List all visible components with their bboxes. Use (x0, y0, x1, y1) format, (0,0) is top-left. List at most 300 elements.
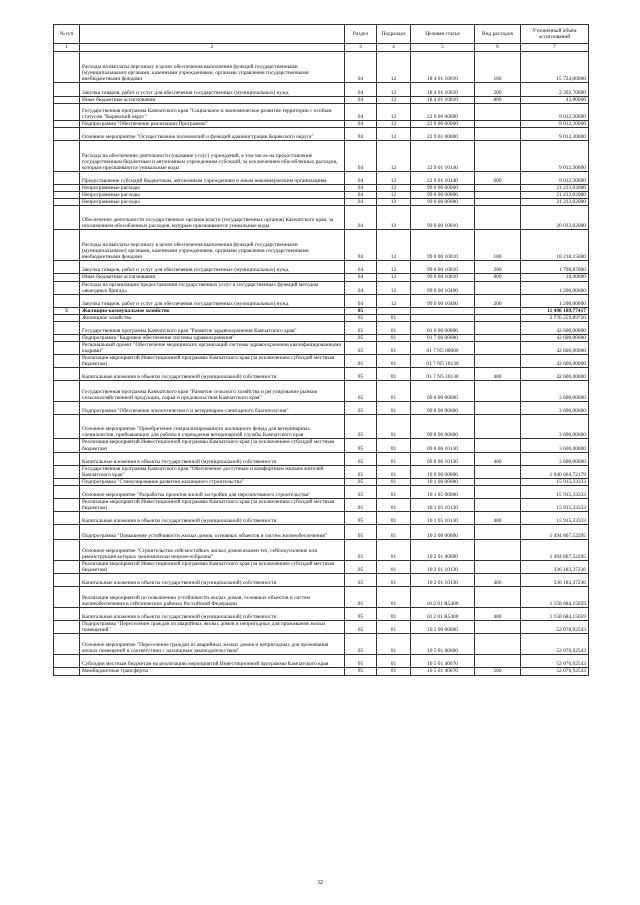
row-expense-type (475, 355, 521, 368)
row-expense-type: 200 (475, 294, 521, 307)
header-subsection: Подраздел (377, 25, 411, 44)
row-target-article: 99 0 00 10010 (411, 261, 475, 274)
row-amount: 1 158 684,15059 (521, 587, 589, 608)
row-section: 04 (345, 172, 377, 185)
row-name: Реализация мероприятий Инвестиционной программы Камчатского края (за исключением субсидий местным бюджетам) (80, 561, 345, 574)
row-amount: 42 600,00000 (521, 342, 589, 355)
row-number (54, 368, 80, 381)
row-section: 04 (345, 97, 377, 104)
row-target-article (411, 307, 475, 314)
row-target-article: 10 2 01 R5400 (411, 608, 475, 621)
row-amount: 15 915,33333 (521, 478, 589, 485)
row-subsection: 01 (377, 321, 411, 334)
row-section: 05 (345, 439, 377, 452)
row-amount: 18,00000 (521, 274, 589, 281)
row-subsection: 01 (377, 668, 411, 675)
row-target-article: 18 4 01 10010 (411, 83, 475, 97)
row-number (54, 141, 80, 172)
row-number (54, 439, 80, 452)
row-target-article: 99 0 00 10400 (411, 294, 475, 307)
row-number (54, 381, 80, 402)
row-target-article: 09 8 00 00000 (411, 402, 475, 415)
row-amount: 52 076,92543 (521, 621, 589, 634)
row-expense-type (475, 621, 521, 634)
row-subsection: 12 (377, 274, 411, 281)
row-target-article: 22 9 00 00000 (411, 121, 475, 128)
row-subsection (377, 307, 411, 314)
row-name: Государственная программа Камчатского края "Развитие сельского хозяйства и регулирование рынков сельскохозяйственной продукции, сырья и продовольствия Камчатского края" (80, 381, 345, 402)
row-amount: 2 392,70000 (521, 83, 589, 97)
row-expense-type (475, 498, 521, 511)
row-name: Закупка товаров, работ и услуг для обеспечения государственных (муниципальных) нужд (80, 83, 345, 97)
row-section: 04 (345, 199, 377, 206)
row-name: Подпрограмма "Переселение граждан из аварийных жилых домов и непригодных для проживания жилых помещений" (80, 621, 345, 634)
row-amount: 2 776 559,89720 (521, 314, 589, 321)
table-row (54, 314, 589, 321)
row-amount: 21 233,02000 (521, 192, 589, 199)
row-target-article: 10 2 00 00000 (411, 525, 475, 540)
table-row (54, 199, 589, 206)
table-row (54, 192, 589, 199)
row-section: 05 (345, 355, 377, 368)
row-number (54, 415, 80, 439)
row-number (54, 452, 80, 465)
row-number (54, 485, 80, 498)
row-subsection: 01 (377, 512, 411, 525)
row-subsection: 01 (377, 465, 411, 478)
row-subsection: 12 (377, 199, 411, 206)
row-section: 05 (345, 512, 377, 525)
row-subsection: 01 (377, 452, 411, 465)
header-expense-type: Вид расходов (475, 25, 521, 44)
row-section: 04 (345, 128, 377, 141)
row-expense-type (475, 561, 521, 574)
row-amount: 15 915,33333 (521, 485, 589, 498)
row-section: 04 (345, 121, 377, 128)
row-number (54, 121, 80, 128)
row-subsection: 01 (377, 587, 411, 608)
table-row (54, 230, 589, 261)
row-number (54, 561, 80, 574)
row-expense-type: 100 (475, 52, 521, 83)
row-target-article: 99 0 00 10010 (411, 274, 475, 281)
row-number (54, 334, 80, 341)
row-subsection: 01 (377, 381, 411, 402)
row-expense-type: 600 (475, 172, 521, 185)
row-subsection: 12 (377, 97, 411, 104)
row-section: 05 (345, 561, 377, 574)
row-name: Региональный проект "Обеспечение медицинских организаций системы здравоохранения квалифицированными кадрами" (80, 342, 345, 355)
table-row (54, 525, 589, 540)
row-amount: 52 076,92543 (521, 668, 589, 675)
row-target-article: 10 1 05 10130 (411, 512, 475, 525)
row-subsection: 12 (377, 104, 411, 121)
row-section: 05 (345, 368, 377, 381)
row-target-article: 22 9 01 00000 (411, 128, 475, 141)
index-cell: 6 (475, 44, 521, 52)
row-subsection: 01 (377, 634, 411, 655)
table-row (54, 381, 589, 402)
row-target-article: 01 7 00 00000 (411, 334, 475, 341)
row-subsection: 01 (377, 478, 411, 485)
row-amount: 9 012,30000 (521, 104, 589, 121)
row-subsection: 12 (377, 121, 411, 128)
row-target-article: 99 0 00 00000 (411, 185, 475, 192)
row-target-article: 10 2 01 00000 (411, 540, 475, 561)
table-row (54, 478, 589, 485)
row-target-article: 22 9 01 10140 (411, 141, 475, 172)
row-target-article: 22 0 00 00000 (411, 104, 475, 121)
row-number (54, 230, 80, 261)
row-subsection: 01 (377, 334, 411, 341)
row-name: Основное мероприятие "Строительство сейсмостойких жилых домов взамен тех, сейсмоусиление или реконструкция которых экономически нецелесообразны" (80, 540, 345, 561)
row-name: Подпрограмма "Кадровое обеспечение системы здравоохранения" (80, 334, 345, 341)
table-row (54, 561, 589, 574)
row-subsection: 12 (377, 52, 411, 83)
row-number (54, 206, 80, 230)
row-number (54, 321, 80, 334)
row-name: Капитальные вложения в объекты государственной (муниципальной) собственности (80, 512, 345, 525)
row-section: 05 (345, 608, 377, 621)
row-name: Капитальные вложения в объекты государственной (муниципальной) собственности (80, 608, 345, 621)
row-target-article: 10 5 01 40070 (411, 655, 475, 668)
row-section: 04 (345, 230, 377, 261)
table-row (54, 104, 589, 121)
row-amount: 3 600,00000 (521, 439, 589, 452)
row-subsection: 01 (377, 314, 411, 321)
row-expense-type: 400 (475, 608, 521, 621)
row-amount: 42 600,00000 (521, 334, 589, 341)
table-row (54, 206, 589, 230)
row-name: Жилищно-коммунальное хозяйство (80, 307, 345, 314)
row-expense-type (475, 141, 521, 172)
table-row (54, 261, 589, 274)
row-section: 04 (345, 206, 377, 230)
row-subsection: 12 (377, 192, 411, 199)
row-target-article: 99 0 00 10400 (411, 281, 475, 294)
row-expense-type (475, 192, 521, 199)
row-expense-type (475, 465, 521, 478)
row-amount: 52 076,92543 (521, 634, 589, 655)
row-section: 04 (345, 104, 377, 121)
row-target-article: 10 0 00 00000 (411, 465, 475, 478)
row-name: Реализация мероприятий Инвестиционной программы Камчатского края (за исключением субсидий местным бюджетам) (80, 439, 345, 452)
row-target-article: 09 8 06 10130 (411, 452, 475, 465)
table-row (54, 668, 589, 675)
row-name: Реализация мероприятий по повышению устойчивости жилых домов, основных объектов и систем жизнеобеспечения в сейсмических районах Российской Федерации (80, 587, 345, 608)
row-amount: 9 012,30000 (521, 121, 589, 128)
row-subsection: 01 (377, 368, 411, 381)
row-amount: 15 915,33333 (521, 512, 589, 525)
row-number (54, 83, 80, 97)
row-name: Непрограммные расходы (80, 185, 345, 192)
row-amount: 3 600,00000 (521, 452, 589, 465)
row-number (54, 185, 80, 192)
row-expense-type (475, 540, 521, 561)
row-target-article: 01 7 N5 10130 (411, 355, 475, 368)
row-target-article: 01 0 00 00000 (411, 321, 475, 334)
table-row (54, 294, 589, 307)
table-row (54, 334, 589, 341)
table-row (54, 172, 589, 185)
row-section: 05 (345, 342, 377, 355)
table-row (54, 355, 589, 368)
row-target-article: 10 1 05 10130 (411, 498, 475, 511)
row-subsection: 12 (377, 261, 411, 274)
row-amount: 11 498 189,77417 (521, 307, 589, 314)
row-expense-type (475, 314, 521, 321)
row-section: 05 (345, 498, 377, 511)
row-number (54, 634, 80, 655)
row-target-article: 09 8 06 00000 (411, 415, 475, 439)
table-row (54, 498, 589, 511)
row-amount: 1 494 867,52295 (521, 525, 589, 540)
row-name: Реализация мероприятий Инвестиционной программы Камчатского края (за исключением субсидий местным бюджетам) (80, 355, 345, 368)
row-expense-type (475, 485, 521, 498)
row-target-article: 10 5 00 00000 (411, 621, 475, 634)
row-name: Подпрограмма "Стимулирование развития жилищного строительства" (80, 478, 345, 485)
table-row (54, 655, 589, 668)
row-number (54, 192, 80, 199)
row-number (54, 608, 80, 621)
table-row (54, 342, 589, 355)
table-row (54, 141, 589, 172)
row-number (54, 355, 80, 368)
row-subsection: 01 (377, 561, 411, 574)
row-expense-type (475, 381, 521, 402)
row-amount: 43,00000 (521, 97, 589, 104)
row-expense-type (475, 415, 521, 439)
row-subsection: 01 (377, 621, 411, 634)
row-expense-type (475, 402, 521, 415)
row-number (54, 478, 80, 485)
row-number (54, 342, 80, 355)
table-row (54, 128, 589, 141)
row-target-article: 10 5 01 00000 (411, 634, 475, 655)
row-amount: 336 183,37236 (521, 561, 589, 574)
row-amount: 1 158 684,15059 (521, 608, 589, 621)
row-number (54, 668, 80, 675)
row-section: 05 (345, 574, 377, 587)
table-row (54, 512, 589, 525)
row-number (54, 52, 80, 83)
row-section: 04 (345, 274, 377, 281)
table-row (54, 402, 589, 415)
row-section: 04 (345, 192, 377, 199)
row-name: Расходы на выплаты персоналу в целях обеспечения выполнения функций государственными (муниципальными) органами, казенными учреждениями, органами управления государственными внебюджетными фондами (80, 230, 345, 261)
row-subsection: 01 (377, 342, 411, 355)
row-target-article: 22 9 01 10140 (411, 172, 475, 185)
row-name: Иные бюджетные ассигнования (80, 274, 345, 281)
row-amount: 42 600,00000 (521, 368, 589, 381)
row-target-article (411, 314, 475, 321)
row-name: Основное мероприятие "Приобретение специализированного жилищного фонда для ветеринарных специалистов, прибывающих для работы в учреждения ветеринарной службы Камчатского края (80, 415, 345, 439)
row-number (54, 655, 80, 668)
row-number (54, 498, 80, 511)
row-section: 05 (345, 485, 377, 498)
row-expense-type (475, 281, 521, 294)
table-row (54, 83, 589, 97)
row-amount: 18 218,15000 (521, 230, 589, 261)
row-amount: 9 012,30000 (521, 141, 589, 172)
row-number (54, 512, 80, 525)
row-target-article: 10 2 01 10130 (411, 561, 475, 574)
row-section: 04 (345, 185, 377, 192)
row-amount: 21 233,02000 (521, 199, 589, 206)
row-target-article: 99 0 00 10010 (411, 206, 475, 230)
row-subsection: 01 (377, 655, 411, 668)
row-amount: 1 200,00000 (521, 281, 589, 294)
table-row (54, 608, 589, 621)
row-name: Иные бюджетные ассигнования (80, 97, 345, 104)
row-number (54, 172, 80, 185)
row-expense-type: 200 (475, 261, 521, 274)
row-subsection: 12 (377, 281, 411, 294)
row-section: 04 (345, 52, 377, 83)
row-target-article: 10 1 00 00000 (411, 478, 475, 485)
row-expense-type: 400 (475, 452, 521, 465)
row-number (54, 97, 80, 104)
row-target-article: 18 4 01 10010 (411, 97, 475, 104)
row-section: 05 (345, 634, 377, 655)
header-section: Раздел (345, 25, 377, 44)
row-subsection: 01 (377, 525, 411, 540)
row-name: Реализация мероприятий Инвестиционной программы Камчатского края (за исключением субсидий местным бюджетам) (80, 498, 345, 511)
table-row (54, 97, 589, 104)
row-subsection: 01 (377, 574, 411, 587)
row-expense-type (475, 206, 521, 230)
row-target-article: 09 8 06 10130 (411, 439, 475, 452)
row-number (54, 574, 80, 587)
row-name: Расходы на обеспечение деятельности (оказание услуг) учреждений, в том числе на предоставление государственным бюджетным и автономным учреждениям субсидий, за исключением обособленных расходов, которым присваиваются уникальные коды (80, 141, 345, 172)
row-section: 05 (345, 402, 377, 415)
row-target-article: 18 4 01 10010 (411, 52, 475, 83)
row-expense-type (475, 128, 521, 141)
row-expense-type: 400 (475, 368, 521, 381)
row-number (54, 540, 80, 561)
table-row (54, 185, 589, 192)
index-cell: 1 (54, 44, 80, 52)
row-section: 04 (345, 83, 377, 97)
row-target-article: 10 2 01 R5400 (411, 587, 475, 608)
budget-table (53, 24, 589, 676)
table-row (54, 452, 589, 465)
row-number (54, 402, 80, 415)
row-section: 05 (345, 334, 377, 341)
row-name: Жилищное хозяйство (80, 314, 345, 321)
row-subsection: 12 (377, 172, 411, 185)
row-number (54, 274, 80, 281)
table-row (54, 485, 589, 498)
row-section: 04 (345, 294, 377, 307)
table-row (54, 307, 589, 314)
row-target-article: 99 0 00 00000 (411, 199, 475, 206)
row-section: 05 (345, 668, 377, 675)
row-section: 05 (345, 452, 377, 465)
row-name: Основное мероприятие "Осуществление полномочий и функций администрации Корякского округа" (80, 128, 345, 141)
row-expense-type: 800 (475, 97, 521, 104)
row-target-article: 10 1 05 00000 (411, 485, 475, 498)
row-number (54, 465, 80, 478)
table-row (54, 621, 589, 634)
row-name: Непрограммные расходы (80, 192, 345, 199)
index-cell: 7 (521, 44, 589, 52)
row-amount: 1 200,00000 (521, 294, 589, 307)
index-cell: 2 (80, 44, 345, 52)
row-amount: 336 183,37236 (521, 574, 589, 587)
row-name: Закупка товаров, работ и услуг для обеспечения государственных (муниципальных) нужд (80, 261, 345, 274)
row-name: Обеспечение деятельности государственных органов власти (государственных органов) Камчатского края, за исключением обособленных расходов, которым присваиваются уникальные коды (80, 206, 345, 230)
row-subsection: 01 (377, 402, 411, 415)
row-expense-type (475, 342, 521, 355)
table-row (54, 121, 589, 128)
index-cell: 3 (345, 44, 377, 52)
row-subsection: 01 (377, 485, 411, 498)
row-expense-type (475, 321, 521, 334)
row-number (54, 128, 80, 141)
row-number (54, 104, 80, 121)
row-amount: 1 940 664,72179 (521, 465, 589, 478)
row-name: Расходы на организацию предоставления государственных услуг в государственных функций методом «выездных бригад» (80, 281, 345, 294)
table-row (54, 587, 589, 608)
row-subsection: 12 (377, 128, 411, 141)
row-target-article: 01 7 N5 00000 (411, 342, 475, 355)
table-row (54, 274, 589, 281)
row-section: 05 (345, 415, 377, 439)
row-name: Непрограммные расходы (80, 199, 345, 206)
row-name: Государственная программа Камчатского края "Развитие здравоохранения Камчатского края" (80, 321, 345, 334)
row-subsection: 01 (377, 608, 411, 621)
row-subsection: 12 (377, 206, 411, 230)
table-header (54, 25, 589, 52)
table-row (54, 465, 589, 478)
row-subsection: 12 (377, 294, 411, 307)
row-name: Подпрограмма "Обеспечение эпизоотического и ветеринарно-санитарного благополучия" (80, 402, 345, 415)
row-number (54, 281, 80, 294)
row-subsection: 01 (377, 415, 411, 439)
row-section: 05 (345, 321, 377, 334)
row-amount: 21 233,02000 (521, 185, 589, 192)
index-cell: 4 (377, 44, 411, 52)
header-no: № п/п (54, 25, 80, 44)
table-row (54, 540, 589, 561)
row-amount: 15 915,33333 (521, 498, 589, 511)
row-amount: 20 033,02000 (521, 206, 589, 230)
row-section: 05 (345, 381, 377, 402)
row-subsection: 12 (377, 141, 411, 172)
row-target-article: 10 5 01 40070 (411, 668, 475, 675)
row-section: 05 (345, 465, 377, 478)
row-section: 05 (345, 655, 377, 668)
table-row (54, 415, 589, 439)
table-row (54, 321, 589, 334)
row-expense-type (475, 334, 521, 341)
row-target-article: 01 7 N5 10130 (411, 368, 475, 381)
table-row (54, 439, 589, 452)
row-expense-type (475, 185, 521, 192)
row-subsection: 01 (377, 439, 411, 452)
row-name: Капитальные вложения в объекты государственной (муниципальной) собственности (80, 574, 345, 587)
row-target-article: 10 2 01 10130 (411, 574, 475, 587)
row-section: 04 (345, 281, 377, 294)
row-expense-type (475, 199, 521, 206)
page-number: 32 (317, 880, 323, 886)
row-expense-type (475, 634, 521, 655)
row-number (54, 199, 80, 206)
row-expense-type: 100 (475, 230, 521, 261)
row-amount: 9 012,30000 (521, 172, 589, 185)
row-expense-type (475, 655, 521, 668)
